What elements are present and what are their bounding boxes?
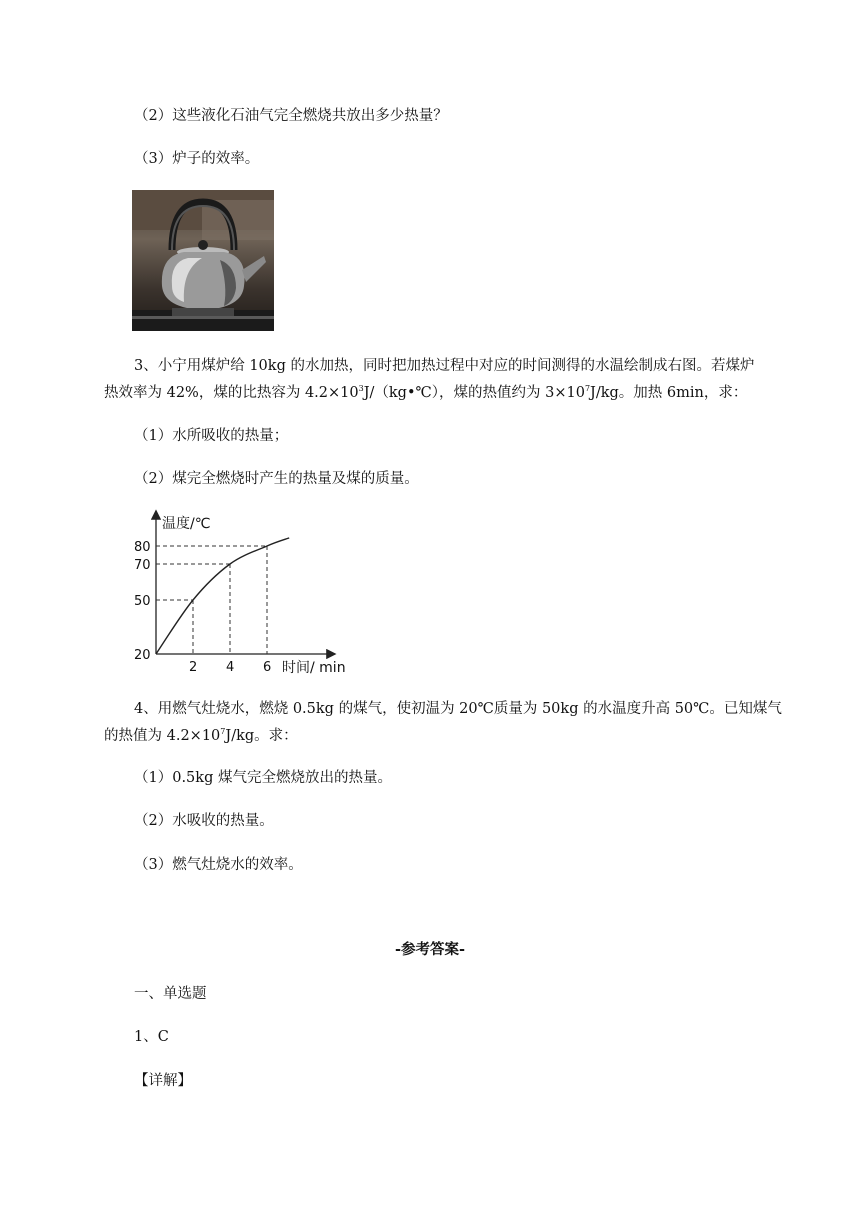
- q3-part1: （1）水所吸收的热量；: [134, 428, 289, 444]
- temperature-time-chart: [130, 506, 350, 678]
- y-tick-label: 70: [134, 558, 151, 573]
- answers-title: -参考答案-: [394, 941, 466, 958]
- q4-line1: 4、用燃气灶烧水，燃烧 0.5kg 的煤气，使初温为 20℃质量为 50kg 的水温度升高 50℃。已知煤气: [134, 701, 782, 717]
- q4-part3: （3）燃气灶烧水的效率。: [134, 857, 303, 873]
- answers-section: 一、单选题: [134, 986, 207, 1002]
- q3-line1: 3、小宁用煤炉给 10kg 的水加热，同时把加热过程中对应的时间测得的水温绘制成右图。若煤炉: [134, 358, 755, 374]
- q4-part2: （2）水吸收的热量。: [134, 813, 274, 829]
- q4-part1: （1）0.5kg 煤气完全燃烧放出的热量。: [134, 770, 392, 786]
- kettle-photo: [132, 190, 274, 331]
- q4-line2: 的热值为 $4.2\times 10^7J/kg$。求：: [104, 727, 298, 744]
- y-tick-label: 20: [134, 648, 151, 663]
- x-tick-label: 4: [226, 660, 235, 675]
- q3-part2: （2）煤完全燃烧时产生的热量及煤的质量。: [134, 471, 419, 487]
- y-tick-label: 80: [134, 540, 151, 555]
- y-axis-label: 温度/℃: [162, 516, 211, 532]
- x-tick-label: 6: [263, 660, 272, 675]
- answer-item-1: 1、C: [134, 1029, 169, 1045]
- answer-detail: 【详解】: [134, 1073, 192, 1089]
- y-tick-label: 50: [134, 594, 151, 609]
- q2-part2: （2）这些液化石油气完全燃烧共放出多少热量？: [134, 108, 448, 124]
- q2-part3: （3）炉子的效率。: [134, 151, 260, 167]
- temperature-curve: [156, 538, 289, 654]
- q3-line2: 热效率为 42%，煤的比热容为 $4.2\times 10^3J/(kg•℃)$，煤的热值约为 $3\times 10^7J/kg$。加热 6min，求：: [104, 384, 748, 401]
- x-tick-label: 2: [189, 660, 198, 675]
- x-axis-label: 时间/ min: [282, 660, 346, 676]
